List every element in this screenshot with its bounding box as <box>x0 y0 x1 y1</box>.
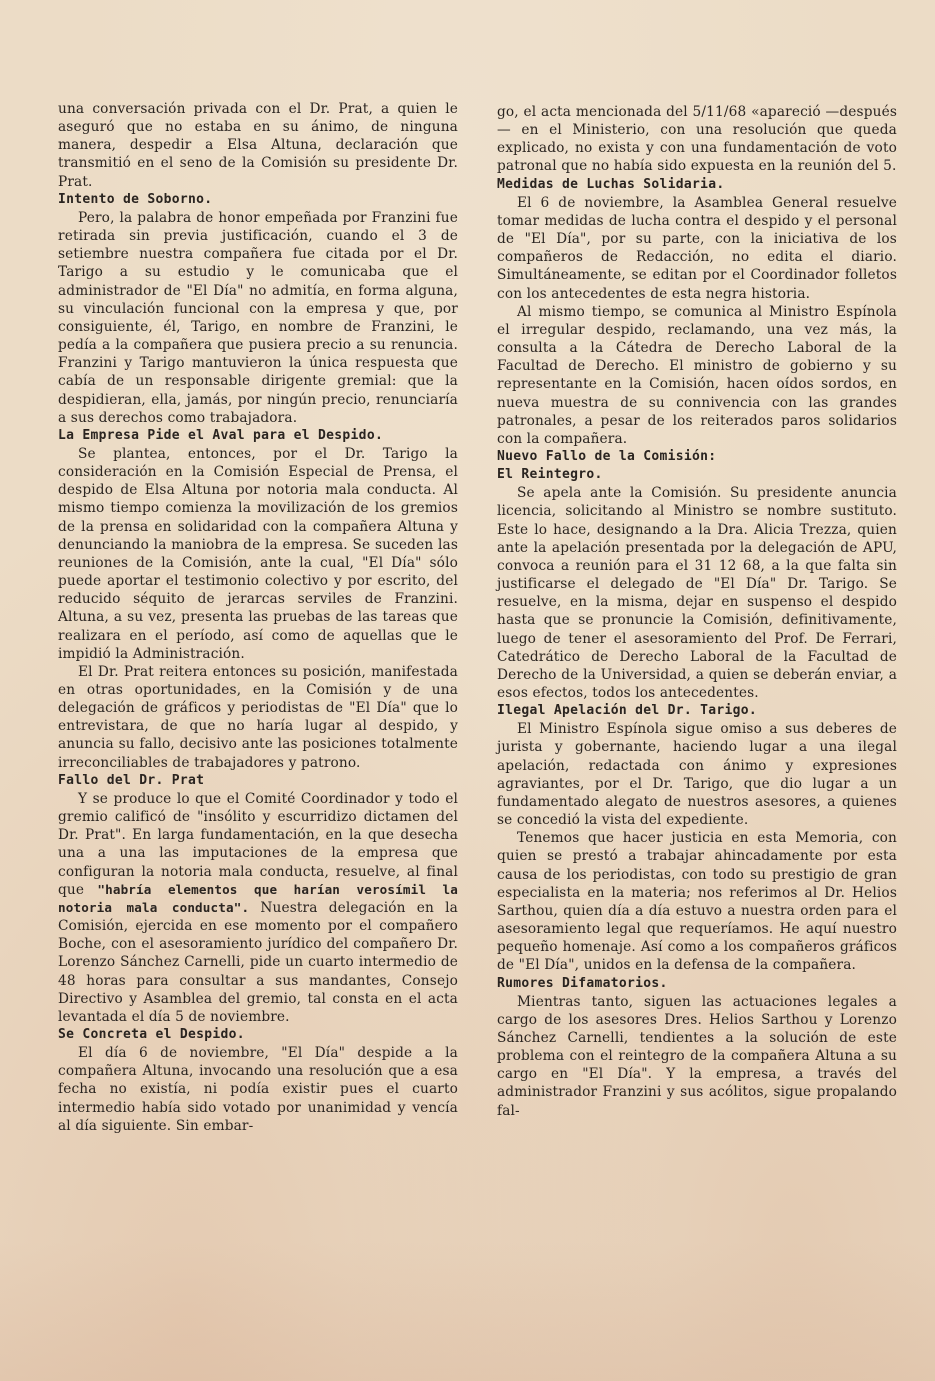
right-column <box>497 103 897 1120</box>
paragraph: Tenemos que hacer justicia en esta Memoria, con quien se prestó a trabajar ahincadamente por esta causa de los periodistas, con todo su prestigio de gran especialista en la materia; nos referimos al Dr. Helios Sarthou, quien día a día estuvo a nuestra orden para el asesoramiento legal que requeríamos. He aquí nuestro pequeño homenaje. Así como a los compañeros gráficos de "El Día", unidos en la defensa de la compañera. <box>497 830 897 974</box>
paragraph <box>58 790 458 1026</box>
quoted-verdict: "habría elementos que harían verosímil la notoria mala conducta". <box>58 881 458 915</box>
paragraph: Mientras tanto, siguen las actuaciones legales a cargo de los asesores Dres. Helios Sarthou y Lorenzo Sánchez Carnelli, tendientes a la solución de este problema con el reintegro de la compañera Altuna a su cargo en "El Día". Y la empresa, a través del administrador Franzini y sus acólitos, sigue propalando fal- <box>497 993 897 1119</box>
section-heading: Fallo del Dr. Prat <box>58 772 205 788</box>
paragraph: Se apela ante la Comisión. Su presidente anuncia licencia, solicitando al Ministro se nombre sustituto. Este lo hace, designando a la Dra. Alicia Trezza, quien ante la apelación presentada por la delegación de APU, convoca a reunión para el 31 12 68, a la que falta sin justificarse el delegado de "El Día" Dr. Tarigo. Se resuelve, en la misma, dejar en suspenso el despido hasta que se pronuncie la Comisión, definitivamente, luego de tener el asesoramiento del Prof. De Ferrari, Catedrático de Derecho Laboral de la Facultad de Derecho de la Universidad, a quien se deberán enviar, a esos efectos, todos los antecedentes. <box>497 485 897 701</box>
section-heading: La Empresa Pide el Aval para el Despido. <box>58 427 384 443</box>
paragraph: El Dr. Prat reitera entonces su posición, manifestada en otras oportunidades, en la Comisión y de una delegación de gráficos y periodistas de "El Día" que lo entrevistara, de que no haría lugar al despido, y anuncia su fallo, decisivo ante las posiciones totalmente irreconciliables de trabajadores y patrono. <box>58 663 458 771</box>
section-heading: Medidas de Luchas Solidaria. <box>497 176 725 192</box>
section-heading: Rumores Difamatorios. <box>497 975 668 991</box>
paragraph: Al mismo tiempo, se comunica al Ministro Espínola el irregular despido, reclamando, una vez más, la consulta a la Cátedra de Derecho Laboral de la Facultad de Derecho. El ministro de gobierno y su representante en la Comisión, hacen oídos sordos, en nueva muestra de su connivencia con las grandes patronales, a pesar de los reiterados paros solidarios con la compañera. <box>497 303 897 447</box>
paragraph: una conversación privada con el Dr. Prat, a quien le aseguró que no estaba en su ánimo, de ninguna manera, despedir a Elsa Altuna, declaración que transmitió en el seno de la Comisión su presidente Dr. Prat. <box>58 101 458 190</box>
paragraph: Pero, la palabra de honor empeñada por Franzini fue retirada sin previa justificación, cuando el 3 de setiembre nuestra compañera fue citada por el Dr. Tarigo a su estudio y le comunicaba que el administrador de "El Día" no admitía, en forma alguna, su vinculación funcional con la empresa y que, por consiguiente, él, Tarigo, en nombre de Franzini, le pedía a la compañera que pusiera precio a su renuncia. Franzini y Tarigo mantuvieron la única respuesta que cabía de un responsable dirigente gremial: que la despidieran, ella, jamás, por ningún precio, renunciaría a sus derechos como trabajadora. <box>58 209 458 426</box>
paragraph-text: Nuestra delegación en la Comisión, ejercida en ese momento por el compañero Boche, con el asesoramiento jurídico del compañero Dr. Lorenzo Sánchez Carnelli, pide un cuarto intermedio de 48 horas para consultar a sus mandantes, Consejo Directivo y Asamblea del gremio, tal consta en el acta levantada el día 5 de noviembre. <box>58 899 458 1025</box>
paragraph-text: Y se produce lo que el Comité Coordinador y todo el gremio calificó de "insólito y escurridizo dictamen del Dr. Prat". En larga fundamentación, en la que desecha una a una las imputaciones de la empresa que configuran la notoria mala conducta, resuelve, al final que <box>58 790 458 898</box>
paragraph: go, el acta mencionada del 5/11/68 «apareció —después— en el Ministerio, con una resolución que queda explicado, no exista y con una fundamentación de voto patronal que no había sido expuesta en la reunión del 5. <box>497 104 897 175</box>
paragraph: El Ministro Espínola sigue omiso a sus deberes de jurista y gobernante, haciendo lugar a una ilegal apelación, redactada con ánimo y expresiones agraviantes, por el Dr. Tarigo, que dio lugar a un fundamentado alegato de nuestros asesores, a quienes se concedió la vista del expediente. <box>497 721 897 829</box>
left-column <box>58 100 458 1135</box>
paper-stain <box>0 1241 935 1381</box>
section-heading: Ilegal Apelación del Dr. Tarigo. <box>497 703 758 719</box>
section-heading: Se Concreta el Despido. <box>58 1026 245 1042</box>
paragraph: Se plantea, entonces, por el Dr. Tarigo la consideración en la Comisión Especial de Prensa, el despido de Elsa Altuna por notoria mala conducta. Al mismo tiempo comienza la movilización de los gremios de la prensa en solidaridad con la compañera Altuna y denunciando la maniobra de la empresa. Se suceden las reuniones de la Comisión, ante la cual, "El Día" sólo puede aportar el testimonio colectivo y por escrito, del reducido séquito de jerarcas serviles de Franzini. Altuna, a su vez, presenta las pruebas de las tareas que realizara en el período, así como de aquellas que le impidió la Administración. <box>58 445 458 662</box>
section-heading: Nuevo Fallo de la Comisión: <box>497 448 717 464</box>
paragraph: El 6 de noviembre, la Asamblea General resuelve tomar medidas de lucha contra el despido y el personal de "El Día", por su parte, con la iniciativa de los compañeros de Redacción, no edita el diario. Simultáneamente, se editan por el Coordinador folletos con los antecedentes de esta negra historia. <box>497 194 897 302</box>
section-subheading: El Reintegro. <box>497 467 603 483</box>
paragraph: El día 6 de noviembre, "El Día" despide a la compañera Altuna, invocando una resolución que a esa fecha no existía, ni podía existir pues el cuarto intermedio había sido votado por unanimidad y vencía al día siguiente. Sin embar- <box>58 1045 458 1134</box>
section-heading: Intento de Soborno. <box>58 191 213 207</box>
